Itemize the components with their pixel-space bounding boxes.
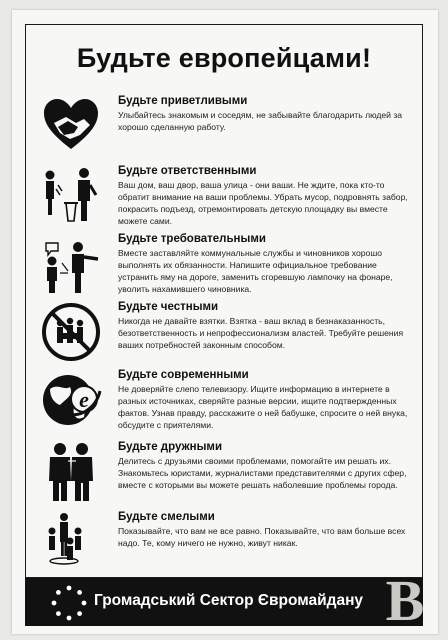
item-title: Будьте приветливыми: [118, 95, 248, 107]
list-item: [40, 165, 410, 227]
page-title: Будьте европейцами!: [76, 43, 372, 73]
list-item: [40, 441, 410, 503]
item-title: Будьте современными: [118, 369, 249, 381]
item-title: Будьте дружными: [118, 441, 223, 453]
star-circle-icon: [50, 584, 88, 622]
list-item: [40, 95, 410, 157]
item-text: Не доверяйте слепо телевизору. Ищите информацию в интернете в разных источниках, сверяйте разные версии, ищите подтвержденных фактов. Узнав правду, расскажите о ней бабушке, спросите о ней внука, обсудите с приятелями.: [118, 384, 408, 430]
standing-out-person-icon: [40, 511, 102, 573]
trash-bin-person-icon: [40, 165, 102, 227]
item-title: Будьте ответственными: [118, 165, 257, 177]
item-title: Будьте честными: [118, 301, 219, 313]
item-text: Вместе заставляйте коммунальные службы и чиновников хорошо выполнять их обязанности. Напишите официальное требование устранить яму на дороге, заменить сгоревшую лампочку на фонаре, уволить нахамившего чиновника.: [118, 248, 393, 294]
list-item: [40, 369, 410, 431]
item-title: Будьте требовательными: [118, 233, 266, 245]
svg-text:e: e: [79, 387, 89, 412]
footer-organization: Громадський Сектор Євромайдану: [94, 592, 364, 609]
leaflet-sheet: [12, 10, 438, 634]
item-text: Никогда не давайте взятки. Взятка - ваш вклад в безнаказанность, безответственность и непрофессионализм властей. Требуйте решения ваших потребностей законным способом.: [118, 316, 404, 350]
item-text: Ваш дом, ваш двор, ваша улица - они ваши. Не ждите, пока кто-то обратит внимание на ваши проблемы. Убрать мусор, подровнять забор, покрасить подъезд, отремонтировать детскую площадку вы вместе можете сами.: [118, 180, 408, 226]
item-text: Делитесь с друзьями своими проблемами, помогайте им решать их. Знакомьтесь юристами, журналистами представителями с других сфер, вместе с которыми вы можете решать наболевшие проблемы города.: [118, 456, 407, 490]
item-text: Показывайте, что вам не все равно. Показывайте, что вам больше всех надо. Те, кому ничего не нужно, живут никак.: [118, 526, 406, 548]
pointing-person-speech-icon: [40, 233, 102, 295]
item-text: Улыбайтесь знакомым и соседям, не забывайте благодарить людей за хорошо сделанную работу.: [118, 110, 403, 132]
list-item: [40, 233, 410, 295]
list-item: [40, 511, 410, 573]
watermark-logo: В: [385, 568, 425, 633]
item-title: Будьте смелыми: [118, 511, 215, 523]
two-friends-icon: [40, 441, 102, 503]
handshake-heart-icon: [40, 95, 102, 157]
leaflet-frame: [25, 24, 423, 578]
internet-globe-icon: [40, 369, 102, 431]
no-bribery-icon: [40, 301, 102, 363]
list-item: [40, 301, 410, 363]
